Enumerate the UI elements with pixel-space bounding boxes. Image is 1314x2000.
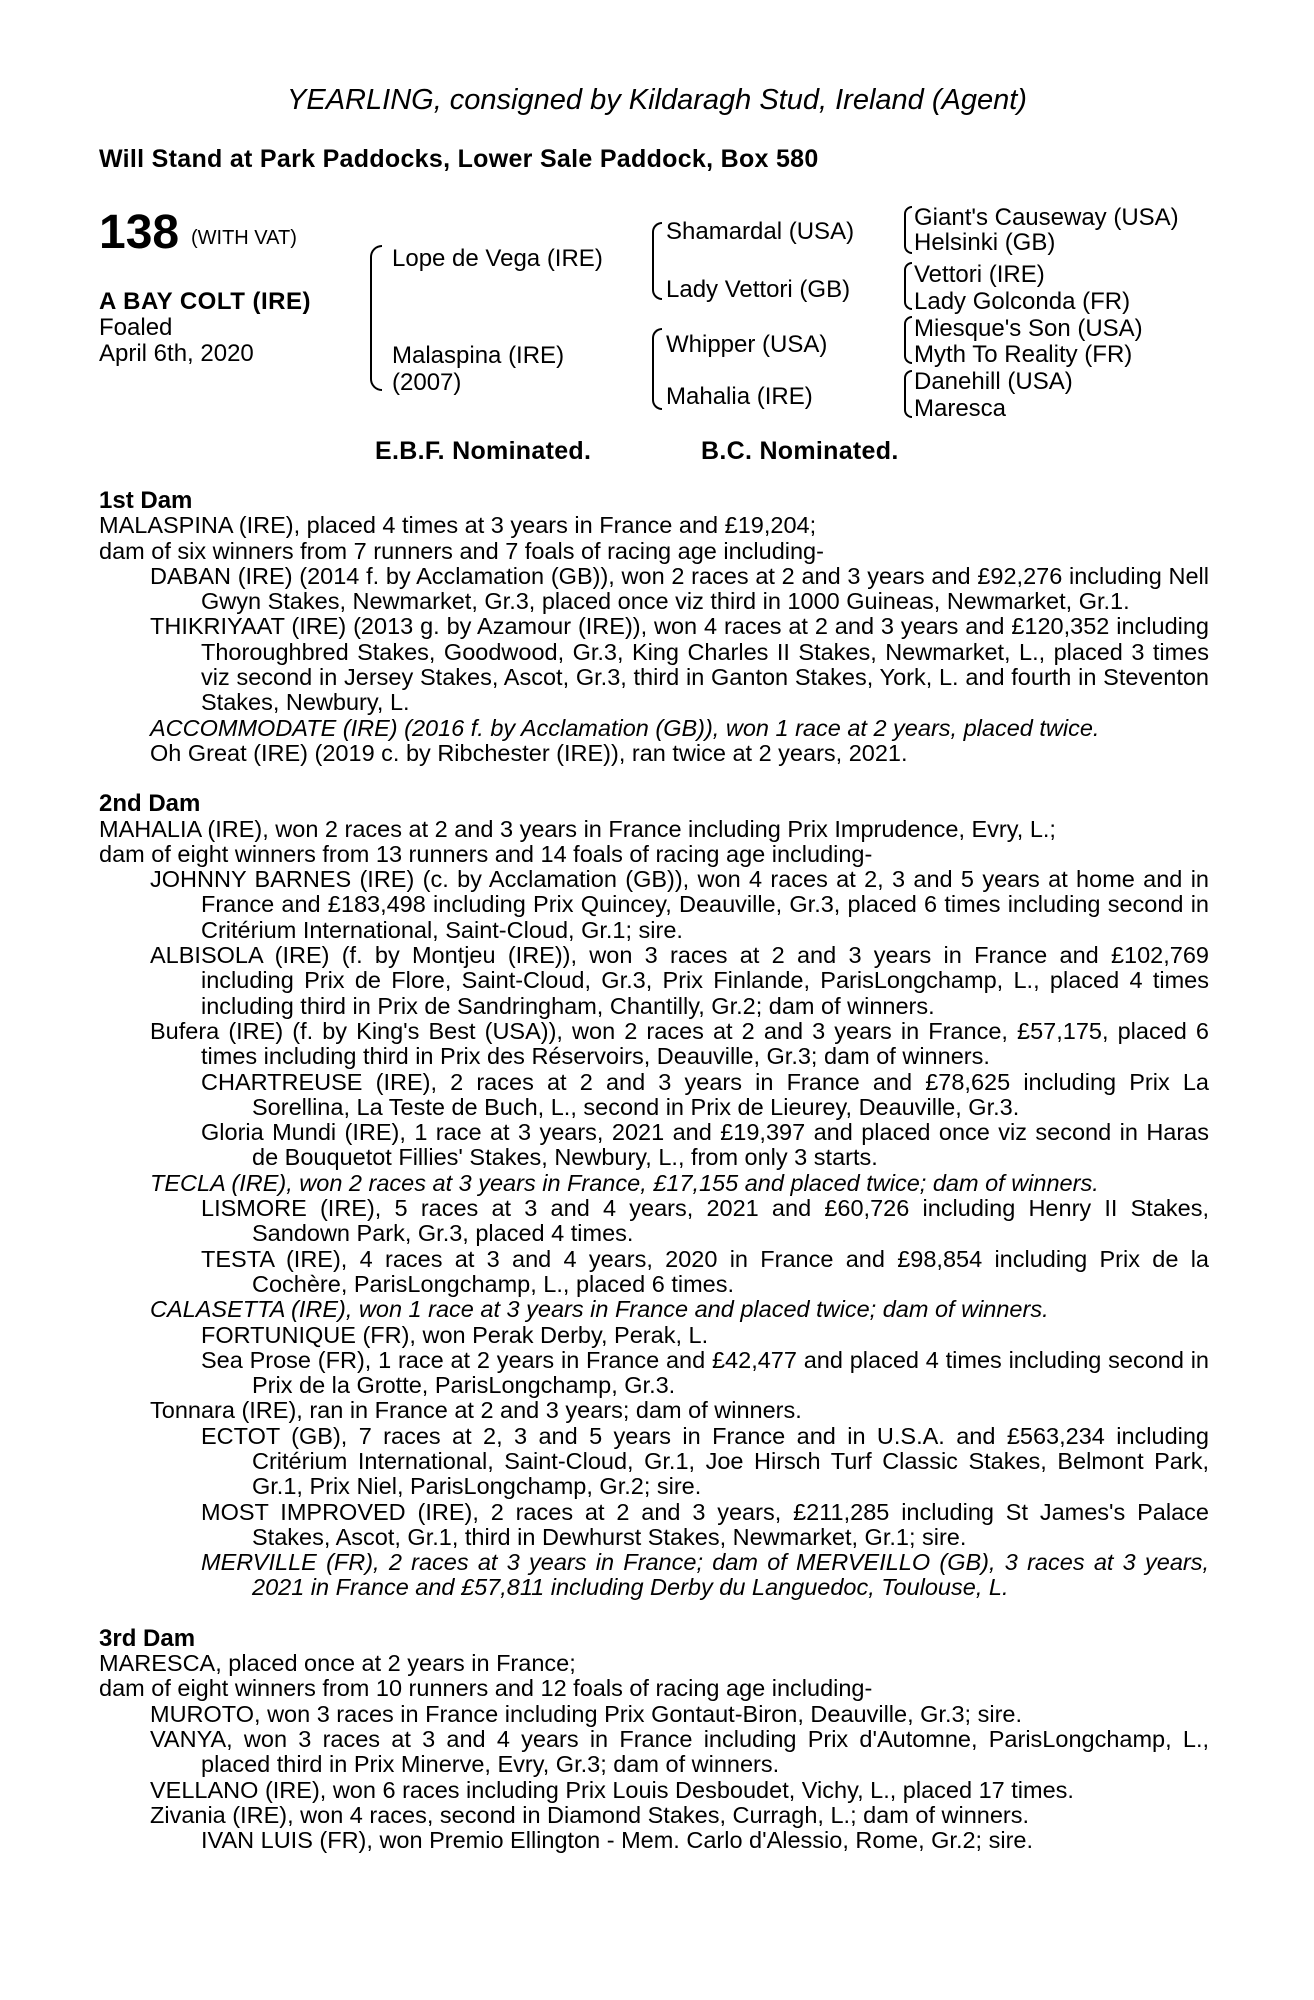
second-dam-produce: JOHNNY BARNES (IRE) (c. by Acclamation (GB)), won 4 races at 2, 3 and 5 years at home and in France and £183,498 including Prix Quincey, Deauville, Gr.3, placed 6 times including second in Critérium International, Saint-Cloud, Gr.1; sire.	[150, 866, 1209, 943]
pedigree-g6: Myth To Reality (FR)	[914, 341, 1133, 368]
catalogue-title: YEARLING, consigned by Kildaragh Stud, Ireland (Agent)	[287, 84, 1027, 116]
lot-description: A BAY COLT (IRE)	[99, 288, 312, 315]
pedigree-g5: Miesque's Son (USA)	[914, 315, 1143, 342]
pedigree-sire: Lope de Vega (IRE)	[392, 245, 603, 272]
third-dam-produce: MUROTO, won 3 races in France including Prix Gontaut-Biron, Deauville, Gr.3; sire.	[150, 1700, 1023, 1727]
first-dam-line: MALASPINA (IRE), placed 4 times at 3 years in France and £19,204;	[99, 512, 817, 539]
pedigree-brace-dam	[652, 328, 662, 410]
second-dam-grandproduce: Gloria Mundi (IRE), 1 race at 3 years, 2021 and £19,397 and placed once viz second in Haras de Bouquetot Fillies' Stakes, Newbury, L., from only 3 starts.	[201, 1119, 1209, 1171]
third-dam-grandproduce: IVAN LUIS (FR), won Premio Ellington - Mem. Carlo d'Alessio, Rome, Gr.2; sire.	[201, 1827, 1034, 1854]
pedigree-sire-dam: Lady Vettori (GB)	[666, 276, 851, 303]
second-dam-grandproduce: MOST IMPROVED (IRE), 2 races at 2 and 3 years, £211,285 including St James's Palace Stakes, Ascot, Gr.1, third in Dewhurst Stakes, Newmarket, Gr.1; sire.	[201, 1498, 1209, 1550]
pedigree-dam: Malaspina (IRE)	[392, 342, 565, 369]
pedigree-dam-dam: Mahalia (IRE)	[666, 383, 813, 410]
dam-details	[99, 488, 1209, 1853]
pedigree-dam-year: (2007)	[392, 369, 462, 396]
first-dam-produce: ACCOMMODATE (IRE) (2016 f. by Acclamation (GB)), won 1 race at 2 years, placed twice.	[150, 714, 1100, 741]
second-dam-produce: CALASETTA (IRE), won 1 race at 3 years in France and placed twice; dam of winners.	[150, 1296, 1049, 1323]
second-dam-grandproduce: ECTOT (GB), 7 races at 2, 3 and 5 years in France and in U.S.A. and £563,234 including Critérium International, Saint-Cloud, Gr.1, Joe Hirsch Turf Classic Stakes, Belmont Park, Gr.1, Prix Niel, ParisLongchamp, Gr.2; sire.	[201, 1422, 1209, 1500]
pedigree-brace-main	[370, 245, 382, 391]
pedigree-g1: Giant's Causeway (USA)	[914, 204, 1179, 231]
second-dam-grandproduce: TESTA (IRE), 4 races at 3 and 4 years, 2020 in France and £98,854 including Prix de la Cochère, ParisLongchamp, L., placed 6 times.	[201, 1245, 1209, 1297]
first-dam-produce: THIKRIYAAT (IRE) (2013 g. by Azamour (IRE)), won 4 races at 2 and 3 years and £120,352 including Thoroughbred Stakes, Goodwood, Gr.3, King Charles II Stakes, Newmarket, L., placed 3 times viz second in Jersey Stakes, Ascot, Gr.3, third in Ganton Stakes, York, L. and fourth in Steventon Stakes, Newbury, L.	[150, 613, 1209, 716]
second-dam-line: MAHALIA (IRE), won 2 races at 2 and 3 years in France including Prix Imprudence, Evry, L.;	[99, 815, 1056, 842]
pedigree-g7: Danehill (USA)	[914, 368, 1073, 395]
pedigree-brace-g3	[904, 316, 912, 364]
third-dam-heading: 3rd Dam	[99, 1624, 196, 1652]
first-dam-produce: DABAN (IRE) (2014 f. by Acclamation (GB)), won 2 races at 2 and 3 years and £92,276 including Nell Gwyn Stakes, Newmarket, Gr.3, placed once viz third in 1000 Guineas, Newmarket, Gr.1.	[150, 562, 1209, 615]
foaled-date: April 6th, 2020	[99, 340, 254, 367]
second-dam-heading: 2nd Dam	[99, 790, 201, 818]
pedigree-dam-sire: Whipper (USA)	[666, 331, 828, 358]
pedigree-brace-g1	[904, 206, 912, 254]
second-dam-produce: Bufera (IRE) (f. by King's Best (USA)), won 2 races at 2 and 3 years in France, £57,175, placed 6 times including third in Prix des Réservoirs, Deauville, Gr.3; dam of winners.	[150, 1017, 1209, 1070]
third-dam-produce: VANYA, won 3 races at 3 and 4 years in France including Prix d'Automne, ParisLongchamp, L., placed third in Prix Minerve, Evry, Gr.3; dam of winners.	[150, 1725, 1209, 1778]
third-dam-line: dam of eight winners from 10 runners and 12 foals of racing age including-	[99, 1675, 873, 1702]
foaled-label: Foaled	[99, 314, 173, 341]
lot-number: 138	[99, 206, 180, 259]
pedigree-brace-g2	[904, 262, 912, 310]
first-dam-produce: Oh Great (IRE) (2019 c. by Ribchester (IRE)), ran twice at 2 years, 2021.	[150, 739, 908, 766]
stand-location: Will Stand at Park Paddocks, Lower Sale Paddock, Box 580	[99, 145, 819, 173]
third-dam-produce: Zivania (IRE), won 4 races, second in Diamond Stakes, Curragh, L.; dam of winners.	[150, 1801, 1030, 1828]
second-dam-grandproduce: MERVILLE (FR), 2 races at 3 years in France; dam of MERVEILLO (GB), 3 races at 3 years, 2021 in France and £57,811 including Derby du Languedoc, Toulouse, L.	[201, 1549, 1209, 1601]
second-dam-produce: Tonnara (IRE), ran in France at 2 and 3 years; dam of winners.	[150, 1397, 802, 1424]
ebf-nomination: E.B.F. Nominated.	[375, 437, 592, 465]
bc-nomination: B.C. Nominated.	[701, 437, 899, 465]
pedigree-g4: Lady Golconda (FR)	[914, 288, 1131, 315]
second-dam-grandproduce: CHARTREUSE (IRE), 2 races at 2 and 3 years in France and £78,625 including Prix La Sorellina, La Teste de Buch, L., second in Prix de Lieurey, Deauville, Gr.3.	[201, 1068, 1209, 1120]
pedigree-g3: Vettori (IRE)	[914, 261, 1045, 288]
first-dam-line: dam of six winners from 7 runners and 7 foals of racing age including-	[99, 537, 824, 564]
pedigree-sire-sire: Shamardal (USA)	[666, 218, 855, 245]
pedigree-g8: Maresca	[914, 395, 1007, 422]
second-dam-produce: ALBISOLA (IRE) (f. by Montjeu (IRE)), won 3 races at 2 and 3 years in France and £102,769 including Prix de Flore, Saint-Cloud, Gr.3, Prix Finlande, ParisLongchamp, L., placed 4 times including third in Prix de Sandringham, Chantilly, Gr.2; dam of winners.	[150, 942, 1209, 1019]
second-dam-grandproduce: FORTUNIQUE (FR), won Perak Derby, Perak, L.	[201, 1321, 709, 1348]
first-dam-heading: 1st Dam	[99, 487, 193, 514]
second-dam-grandproduce: Sea Prose (FR), 1 race at 2 years in France and £42,477 and placed 4 times including second in Prix de la Grotte, ParisLongchamp, Gr.3.	[201, 1346, 1209, 1399]
pedigree-brace-g4	[904, 370, 912, 418]
third-dam-produce: VELLANO (IRE), won 6 races including Prix Louis Desboudet, Vichy, L., placed 17 times.	[150, 1776, 1074, 1803]
third-dam-line: MARESCA, placed once at 2 years in France;	[99, 1650, 576, 1677]
second-dam-produce: TECLA (IRE), won 2 races at 3 years in France, £17,155 and placed twice; dam of winners.	[150, 1169, 1099, 1196]
pedigree-brace-sire	[652, 222, 662, 300]
second-dam-grandproduce: LISMORE (IRE), 5 races at 3 and 4 years, 2021 and £60,726 including Henry II Stakes, Sandown Park, Gr.3, placed 4 times.	[201, 1195, 1209, 1247]
pedigree-g2: Helsinki (GB)	[914, 229, 1056, 256]
vat-note: (WITH VAT)	[191, 227, 297, 249]
second-dam-line: dam of eight winners from 13 runners and 14 foals of racing age including-	[99, 840, 873, 867]
